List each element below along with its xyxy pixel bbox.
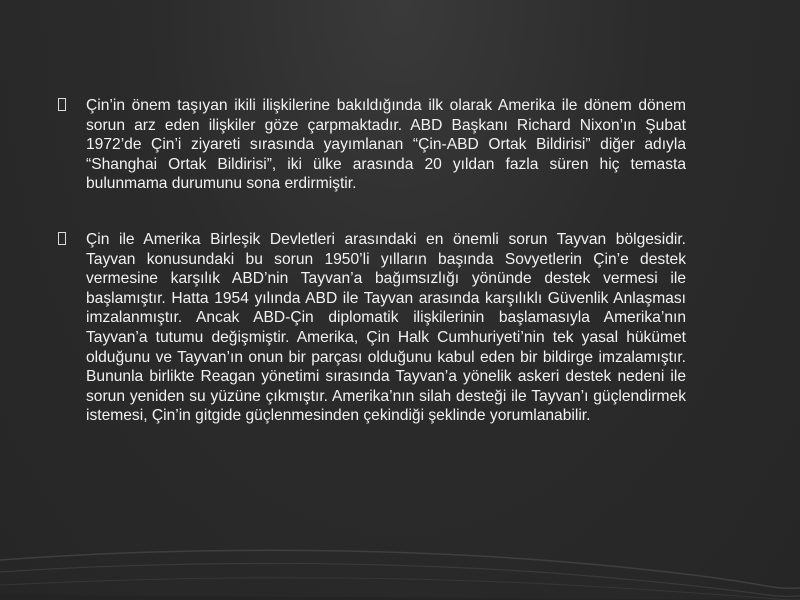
bullet-text-1: Çin’in önem taşıyan ikili ilişkilerine bakıldığında ilk olarak Amerika ile dönem dönem sorun arz eden ilişkiler göze çarpmaktadır. ABD Başkanı Richard Nixon’ın Şubat 1972’de Çin’i ziyareti sırasında yayımlanan “Çin-ABD Ortak Bildirisi” diğer adıyla “Shanghai Ortak Bildirisi”, iki ülke arasında 20 yıldan fazla süren hiç temasta bulunmama durumunu sona erdirmiştir.: [86, 97, 686, 193]
bullet-arrow-icon: [58, 232, 68, 246]
slide-content: [58, 96, 686, 462]
bullet-arrow-icon: [58, 98, 68, 112]
bullet-item-2: [58, 230, 686, 426]
bullet-text-2: Çin ile Amerika Birleşik Devletleri arasındaki en önemli sorun Tayvan bölgesidir. Tayvan konusundaki bu sorun 1950’li yılların başında Sovyetlerin Çin’e destek vermesine karşılık ABD’nin Tayvan’a bağımsızlığı yönünde destek vermesi ile başlamıştır. Hatta 1954 yılında ABD ile Tayvan arasında karşılıklı Güvenlik Anlaşması imzalanmıştır. Ancak ABD-Çin diplomatik ilişkilerinin başlamasıyla Amerika’nın Tayvan’a tutumu değişmiştir. Amerika, Çin Halk Cumhuriyeti’nin tek yasal hükümet olduğunu ve Tayvan’ın onun bir parçası olduğunu kabul eden bir bildirge imzalamıştır. Bununla birlikte Reagan yönetimi sırasında Tayvan’a yönelik askeri destek nedeni ile sorun yeniden su yüzüne çıkmıştır. Amerika’nın silah desteği ile Tayvan’ı güçlendirmek istemesi, Çin’in gitgide güçlenmesinden çekindiği şeklinde yorumlanabilir.: [86, 230, 686, 425]
bullet-item-1: [58, 96, 686, 194]
